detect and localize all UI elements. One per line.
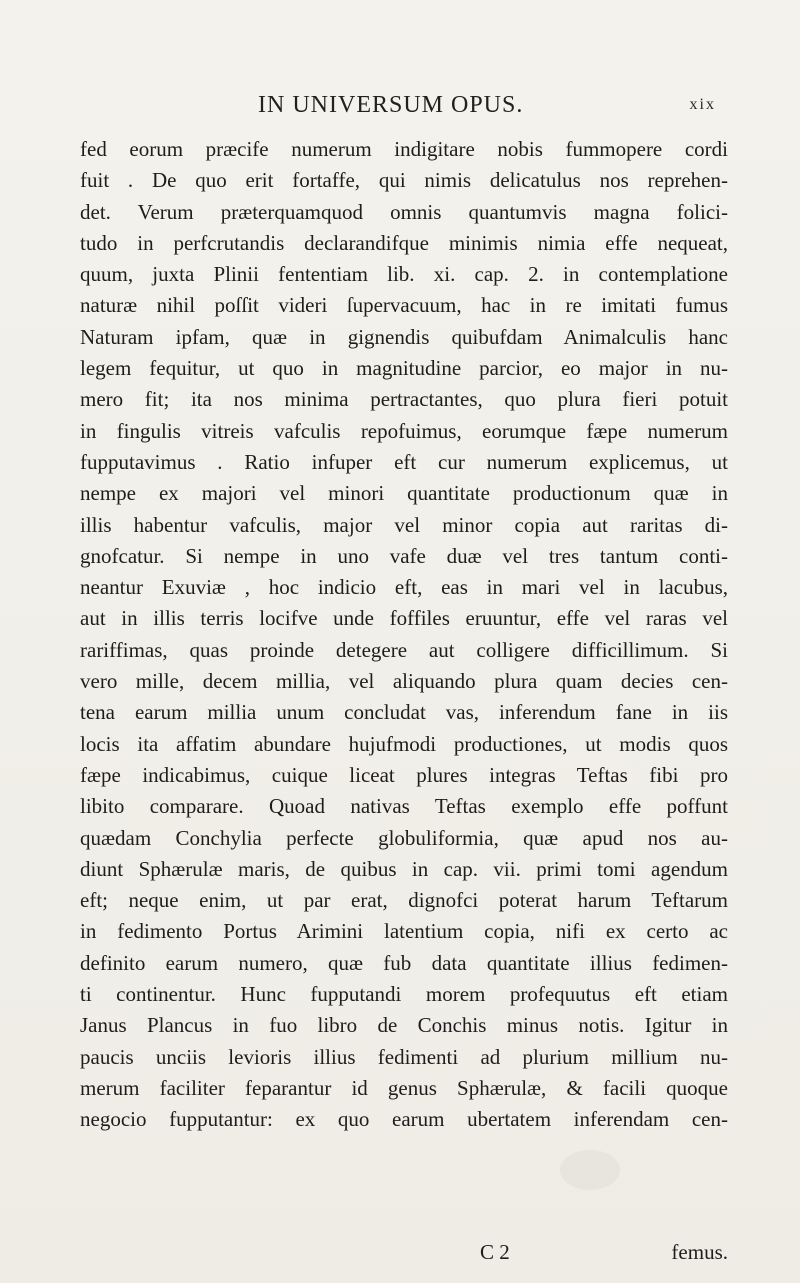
page-header — [0, 92, 800, 126]
running-title: IN UNIVERSUM OPUS. — [258, 92, 524, 118]
text-line: definito earum numero, quæ fub data quantitate illius fedimen- — [80, 950, 728, 975]
text-line: fupputavimus . Ratio infuper eft cur numerum explicemus, ut — [80, 449, 728, 474]
text-line: paucis unciis levioris illius fedimenti ad plurium millium nu- — [80, 1044, 728, 1069]
text-line: Naturam ipfam, quæ in gignendis quibufdam Animalculis hanc — [80, 324, 728, 349]
text-line: negocio fupputantur: ex quo earum ubertatem inferendam cen- — [80, 1107, 728, 1132]
text-line: neantur Exuviæ , hoc indicio eft, eas in mari vel in lacubus, — [80, 575, 728, 600]
text-line: naturæ nihil poſſit videri ſupervacuum, hac in re imitati fumus — [80, 293, 728, 318]
text-line: vero mille, decem millia, vel aliquando plura quam decies cen- — [80, 669, 728, 694]
text-line: gnofcatur. Si nempe in uno vafe duæ vel tres tantum conti- — [80, 543, 728, 568]
text-line: libito comparare. Quoad nativas Teftas exemplo effe poffunt — [80, 794, 728, 819]
text-line: illis habentur vafculis, major vel minor copia aut raritas di- — [80, 512, 728, 537]
text-line: in fedimento Portus Arimini latentium copia, nifi ex certo ac — [80, 919, 728, 944]
catchword: femus. — [671, 1240, 728, 1264]
page-footer — [80, 1240, 728, 1268]
text-line: quum, juxta Plinii fententiam lib. xi. cap. 2. in contemplatione — [80, 262, 728, 287]
text-line: in fingulis vitreis vafculis repofuimus, eorumque fæpe numerum — [80, 418, 728, 443]
page-number: xix — [689, 96, 716, 113]
text-line: fed eorum præcife numerum indigitare nobis fummopere cordi — [80, 137, 728, 161]
text-line: locis ita affatim abundare hujufmodi productiones, ut modis quos — [80, 731, 728, 756]
paper-stain — [560, 1150, 620, 1190]
signature-mark: C 2 — [480, 1240, 510, 1264]
text-line: ti continentur. Hunc fupputandi morem profequutus eft etiam — [80, 982, 728, 1007]
text-line: diunt Sphærulæ maris, de quibus in cap. vii. primi tomi agendum — [80, 856, 728, 881]
text-line: quædam Conchylia perfecte globuliformia, quæ apud nos au- — [80, 825, 728, 850]
text-line: tena earum millia unum concludat vas, inferendum fane in iis — [80, 700, 728, 725]
text-line: fuit . De quo erit fortaffe, qui nimis delicatulus nos reprehen- — [80, 168, 728, 193]
text-line: mero fit; ita nos minima pertractantes, quo plura fieri potuit — [80, 387, 728, 412]
text-line: det. Verum præterquamquod omnis quantumvis magna folici- — [80, 199, 728, 224]
text-line: Janus Plancus in fuo libro de Conchis minus notis. Igitur in — [80, 1013, 728, 1038]
text-line: legem fequitur, ut quo in magnitudine parcior, eo major in nu- — [80, 356, 728, 381]
text-line: tudo in perfcrutandis declarandifque minimis nimia effe nequeat, — [80, 230, 728, 255]
text-line: fæpe indicabimus, cuique liceat plures integras Teftas fibi pro — [80, 762, 728, 787]
text-line: rariffimas, quas proinde detegere aut colligere difficillimum. Si — [80, 637, 728, 662]
text-line: nempe ex majori vel minori quantitate productionum quæ in — [80, 481, 728, 506]
body-text — [80, 134, 728, 1136]
text-line: eft; neque enim, ut par erat, dignofci poterat harum Teftarum — [80, 888, 728, 913]
text-line: aut in illis terris locifve unde foffiles eruuntur, effe vel raras vel — [80, 606, 728, 631]
text-line: merum faciliter feparantur id genus Sphærulæ, & facili quoque — [80, 1075, 728, 1100]
